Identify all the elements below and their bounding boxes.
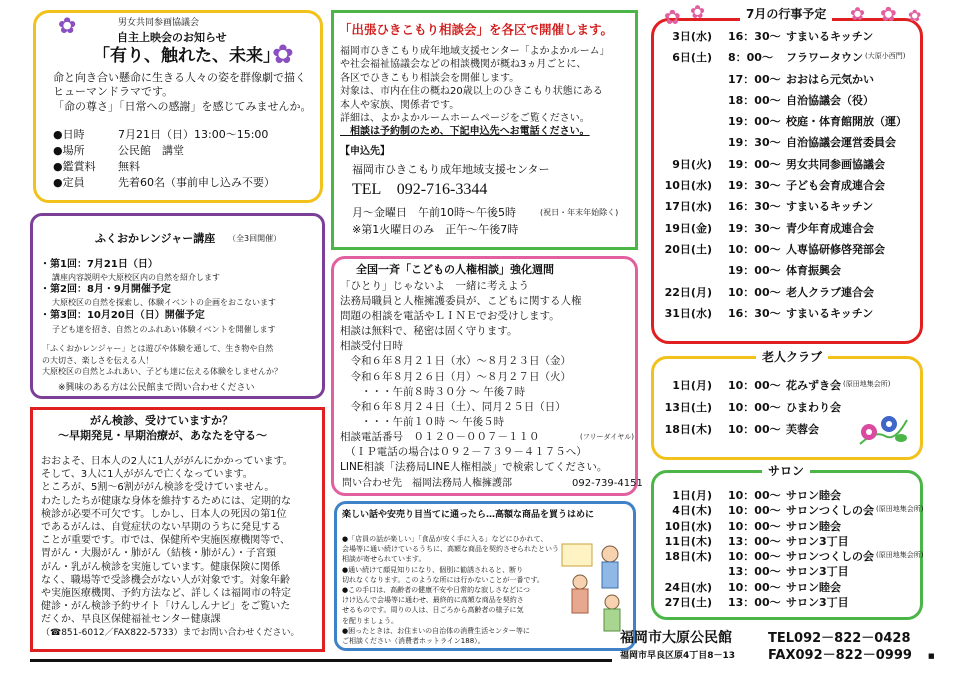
schedule-date: 18日(木) xyxy=(664,423,712,436)
schedule-row xyxy=(656,198,918,219)
schedule-time: 18：00～ xyxy=(728,93,781,107)
ranger-session: ・第1回：7月21日（日） xyxy=(40,259,158,270)
schedule-time: 10：00～ xyxy=(728,489,781,502)
schedule-row xyxy=(656,377,918,399)
schedule-event: 体育振興会 xyxy=(786,264,841,278)
hikikomori-tel: TEL 092-716-3344 xyxy=(352,181,488,198)
schedule-time: 10：00～ xyxy=(728,550,781,564)
schedule-date: 17日(水) xyxy=(664,200,712,214)
rights-line: （ＩＰ電話の場合は０９２－７３９－４１７５へ） xyxy=(340,446,587,459)
footer-tel: TEL092－822－0428 xyxy=(768,631,911,646)
schedule-date: 13日(土) xyxy=(664,401,712,414)
shopping-line: ●この手口は、高齢者の健康不安や日常的な寂しさなどにつ xyxy=(342,586,530,595)
schedule-row xyxy=(656,487,918,502)
film-detail-label: ●鑑賞料 xyxy=(53,160,96,173)
flower-icon: ✿ xyxy=(880,2,897,26)
flower-icon: ✿ xyxy=(908,6,922,25)
schedule-date: 22日(月) xyxy=(664,285,712,299)
schedule-time: 10：00～ xyxy=(728,504,781,518)
schedule-row xyxy=(656,594,918,609)
schedule-time: 10：00～ xyxy=(728,519,781,533)
film-desc: ヒューマンドラマです。 xyxy=(53,85,174,98)
rights-line: 法務局職員と人権擁護委員が、こどもに関する人権 xyxy=(340,295,582,308)
schedule-note: (原田地集会所) xyxy=(843,380,891,388)
rights-line: 相談は無料で、秘密は固く守ります。 xyxy=(340,325,518,338)
schedule-time: 19：00～ xyxy=(728,115,781,129)
flower-icon: ✿ xyxy=(664,5,681,29)
schedule-event: サロン3丁目 xyxy=(786,565,849,579)
shopping-line: けけ込んで会場等に通わせ、最終的に高額な商品を契約さ xyxy=(342,596,524,605)
hikikomori-line: 各区でひきこもり相談会を開催します。 xyxy=(340,72,520,84)
schedule-time: 10：00～ xyxy=(728,285,781,299)
schedule-row xyxy=(656,134,918,155)
hikikomori-apply-label: 【申込先】 xyxy=(340,146,390,157)
ranger-desc: 「ふくおかレンジャー」とは遊びや体験を通して、生き物や自然 xyxy=(42,344,274,353)
schedule-event: 花みずき会 xyxy=(786,379,841,392)
ranger-session: ・第2回：8月・9月開催予定 xyxy=(40,284,171,295)
schedule-date: 10日(水) xyxy=(664,519,712,533)
hikikomori-line: 福岡市ひきこもり成年地域支援センター「よかよかルーム」 xyxy=(340,46,610,57)
schedule-date: 1日(月) xyxy=(672,489,712,502)
schedule-note: (原田地集会所) xyxy=(876,551,924,560)
schedule-row xyxy=(656,548,924,564)
rights-dial-note: (フリーダイヤル) xyxy=(580,433,634,441)
cancer-subtitle: ～早期発見・早期治療が、あなたを守る～ xyxy=(58,429,267,442)
flower-icon: ✿ xyxy=(690,2,706,23)
schedule-row xyxy=(656,71,918,92)
footer-fax: FAX092－822－0999 xyxy=(768,648,912,663)
cancer-line: おおよそ、日本人の2人に1人ががんにかかっています。 xyxy=(41,456,293,467)
cancer-line: わたしたちが健康な身体を維持するためには、定期的な xyxy=(41,495,291,507)
film-detail-label: ●定員 xyxy=(53,176,85,189)
schedule-note: (原田地集会所) xyxy=(876,505,924,514)
schedule-event: サロンつくしの会 xyxy=(786,550,874,564)
rights-line: 相談受付日時 xyxy=(340,340,403,353)
schedule-time: 17：00～ xyxy=(728,72,781,86)
schedule-event: サロン3丁目 xyxy=(786,596,849,610)
shopping-line: 相談が寄せられています。 xyxy=(342,555,426,564)
schedule-date: 9日(火) xyxy=(672,157,712,171)
rights-line: 問題の相談を電話やＬＩＮＥでお受けします。 xyxy=(340,310,560,323)
schedule-event: 青少年育成連合会 xyxy=(786,221,874,235)
rights-line: 令和６年８月２１日（水）～８月２３日（金） xyxy=(340,355,571,368)
schedule-event: 自治協議会（役） xyxy=(786,93,874,107)
schedule-event: 自治協議会運営委員会 xyxy=(786,136,896,150)
schedule-time: 10：00～ xyxy=(728,401,781,414)
schedule-time: 8：00～ xyxy=(728,51,773,65)
film-subtitle: 自主上映会のお知らせ xyxy=(117,31,227,44)
film-detail-value: 公民館 講堂 xyxy=(118,144,184,157)
elderly-title: 老人クラブ xyxy=(756,350,828,365)
schedule-event: サロン3丁目 xyxy=(786,534,849,548)
schedule-event: すまいるキッチン xyxy=(786,30,874,43)
hikikomori-hours-note: (祝日・年末年始除く) xyxy=(540,208,619,217)
schedule-row xyxy=(656,156,918,177)
schedule-row xyxy=(656,563,918,578)
schedule-event: ひまわり会 xyxy=(786,401,841,414)
schedule-date: 31日(水) xyxy=(664,306,712,320)
schedule-event: すまいるキッチン xyxy=(786,200,874,214)
rights-line: 令和６年８月２６日（月）～８月２７日（火） xyxy=(340,370,571,383)
schedule-time: 19：00～ xyxy=(728,264,781,278)
ranger-desc: 大原校区の自然とふれあい、子ども達に伝える体験をしませんか？ xyxy=(42,367,282,376)
flower-icon: ✿ xyxy=(850,4,866,25)
shopping-body xyxy=(342,534,562,646)
ranger-session: ・第3回：10月20日（日）開催予定 xyxy=(40,310,205,321)
cancer-line: （☎851-6012／FAX822-5733）までお問い合わせください。 xyxy=(41,627,300,638)
footer-address: 福岡市早良区原4丁目8－13 xyxy=(620,651,736,661)
schedule-date: 27日(土) xyxy=(664,596,712,610)
cancer-line: や実施医療機関、予約方法など、詳しくは福岡市の特定 xyxy=(41,588,291,600)
rights-line: 令和６年８月２４日（土）、同月２５日（日） xyxy=(340,400,566,413)
schedule-row xyxy=(656,113,918,134)
events-list xyxy=(656,28,918,326)
hikikomori-body xyxy=(340,45,610,139)
rights-line: ・・・午前１０時 ～ 午後５時 xyxy=(340,415,505,428)
hikikomori-title: 「出張ひきこもり相談会」を各区で開催します。 xyxy=(339,22,614,37)
shopping-illustration xyxy=(560,540,632,635)
schedule-event: すまいるキッチン xyxy=(786,306,874,320)
cancer-line: そして、3人に1人ががんで亡くなっています。 xyxy=(41,469,253,481)
ranger-title-note: （全3回開催） xyxy=(228,234,282,243)
schedule-event: 老人クラブ連合会 xyxy=(786,285,874,299)
film-detail-label: ●場所 xyxy=(53,144,85,157)
schedule-date: 11日(木) xyxy=(664,534,712,548)
shopping-line: ご相談ください（消費者ホットライン188）。 xyxy=(342,637,485,646)
schedule-row xyxy=(656,502,924,518)
schedule-time: 10：00～ xyxy=(728,580,781,594)
schedule-event: サロン睦会 xyxy=(786,489,841,502)
schedule-row xyxy=(656,518,918,533)
schedule-row xyxy=(656,177,918,198)
film-title: 「有り、触れた、未来」 xyxy=(93,46,280,66)
cancer-body xyxy=(41,455,321,640)
hikikomori-line: 本人や家族、関係者です。 xyxy=(340,99,460,111)
film-org: 男女共同参画協議会 xyxy=(118,18,200,28)
schedule-event: フラワータウン xyxy=(786,51,863,65)
footer-name: 福岡市大原公民館 xyxy=(620,630,732,646)
schedule-time: 19：00～ xyxy=(728,157,781,171)
rights-line: LINE相談「法務局LINE人権相談」で検索してください。 xyxy=(340,461,608,474)
schedule-event: 子ども会育成連合会 xyxy=(786,179,885,193)
shopping-line: せるものです。周りの人は、日ごろから高齢者の様子に気 xyxy=(342,606,524,615)
rights-contact: 問い合わせ先 福岡法務局人権擁護部 xyxy=(342,478,512,489)
schedule-event: 人専協研修啓発部会 xyxy=(786,242,885,256)
ranger-note: ※興味のある方は公民館まで問い合わせください xyxy=(58,383,255,393)
shopping-line: ●困ったときは、お住まいの自治体の消費生活センター等に xyxy=(342,626,530,635)
schedule-event: サロン睦会 xyxy=(786,580,841,594)
schedule-date: 18日(木) xyxy=(664,550,712,564)
schedule-time: 13：00～ xyxy=(728,534,781,548)
rights-contact-tel: 092-739-4151 xyxy=(572,478,643,489)
schedule-date: 10日(水) xyxy=(664,179,712,193)
schedule-event: サロン睦会 xyxy=(786,519,841,533)
schedule-date: 24日(水) xyxy=(664,580,712,594)
hikikomori-closed: ※第1火曜日のみ 正午～午後7時 xyxy=(352,223,519,236)
schedule-event: 校庭・体育館開放（運） xyxy=(786,115,907,129)
schedule-time: 10：00～ xyxy=(728,379,781,392)
film-detail-value: 7月21日（日）13:00～15:00 xyxy=(118,128,269,141)
cancer-line: 胃がん・大腸がん・肺がん（結核・肺がん）・子宮頸 xyxy=(41,548,276,560)
film-desc: 命と向き合い懸命に生きる人々の姿を群像劇で描く xyxy=(53,71,306,84)
rights-line: 相談電話番号 ０１２０－００７－１１０ xyxy=(340,430,540,443)
shopping-line: ●「店員の話が楽しい」「食品が安く手に入る」などにひかれて、 xyxy=(342,535,548,543)
schedule-date: 6日(土) xyxy=(672,51,712,65)
schedule-row xyxy=(656,284,918,305)
shopping-line: 切れなくなります。このような所には行かないことが一番です。 xyxy=(342,575,544,584)
film-detail-label: ●日時 xyxy=(53,128,85,141)
schedule-row xyxy=(656,49,918,70)
film-desc: 「命の尊さ」「日常への感謝」を感じてみませんか。 xyxy=(53,100,312,113)
hikikomori-line: や社会福祉協議会などの相談機関が概ね3ヵ月ごとに、 xyxy=(340,59,587,71)
hikikomori-center: 福岡市ひきこもり成年地域支援センター xyxy=(352,163,550,176)
schedule-time: 16：30～ xyxy=(728,200,781,214)
schedule-event: 芙蓉会 xyxy=(786,423,819,436)
schedule-date: 3日(水) xyxy=(672,30,712,43)
ranger-title: ふくおかレンジャー講座 xyxy=(95,232,216,245)
schedule-time: 10：00～ xyxy=(728,242,781,256)
schedule-time: 19：30～ xyxy=(728,136,781,150)
schedule-date: 19日(金) xyxy=(664,221,712,235)
schedule-time: 16：30～ xyxy=(728,306,781,320)
schedule-event: サロンつくしの会 xyxy=(786,504,874,518)
cancer-line: であるがんは、自覚症状のない早期のうちに発見する xyxy=(41,522,281,534)
shopping-line: ●通い続けて顔見知りになり、個別に勧誘されると、断り xyxy=(342,565,524,574)
schedule-time: 13：00～ xyxy=(728,596,781,610)
film-detail-value: 無料 xyxy=(118,160,140,173)
schedule-time: 19：30～ xyxy=(728,221,781,235)
hikikomori-line: 詳細は、よかよかルームホームページをご覧ください。 xyxy=(340,113,590,125)
cancer-line: ことが重要です。市では、保健所や実施医療機関等で、 xyxy=(41,535,290,547)
footer-mark: ■ xyxy=(928,652,935,660)
hikikomori-line: 対象は、市内在住の概ね20歳以上のひきこもり状態にある xyxy=(340,86,603,98)
salon-list xyxy=(656,487,924,610)
rights-body xyxy=(340,279,607,475)
cancer-line: がん・乳がん検診を実施しています。健康保険に関係 xyxy=(41,561,281,573)
shopping-line: を配りましょう。 xyxy=(342,616,398,625)
rights-title: 全国一斉「こどもの人権相談」強化週間 xyxy=(356,263,554,276)
schedule-row xyxy=(656,220,918,241)
schedule-row xyxy=(656,28,918,49)
flower-icon: ✿ xyxy=(272,40,294,70)
cancer-line: 健診・がん検診予約サイト「けんしんナビ」をご覧いた xyxy=(41,601,291,613)
schedule-time: 10：00～ xyxy=(728,423,781,436)
rights-line: ・・・午前８時３０分 ～ 午後７時 xyxy=(340,385,526,398)
events-title: 7月の行事予定 xyxy=(740,7,832,22)
schedule-row xyxy=(656,533,918,548)
schedule-row xyxy=(656,579,918,594)
cancer-line: だくか、早良区保健福祉センター健康課 xyxy=(41,614,221,626)
schedule-date: 20日(土) xyxy=(664,242,712,256)
rights-line: 「ひとり」じゃないよ 一緒に考えよう xyxy=(340,280,529,292)
schedule-row xyxy=(656,241,918,262)
schedule-date: 4日(木) xyxy=(672,504,712,518)
schedule-row xyxy=(656,92,918,113)
schedule-event: おおはら元気かい xyxy=(786,72,874,86)
ranger-session-detail: 講座内容説明や大原校区内の自然を紹介します xyxy=(52,273,220,282)
footer-rule xyxy=(30,659,612,662)
schedule-note: (大原小西門) xyxy=(865,52,906,61)
schedule-time: 19：30～ xyxy=(728,179,781,193)
schedule-date: 1日(月) xyxy=(672,379,712,392)
schedule-row xyxy=(656,305,918,326)
film-detail-value: 先着60名（事前申し込み不要） xyxy=(118,176,275,189)
salon-title: サロン xyxy=(762,464,810,479)
cancer-line: 検診が必要不可欠です。しかし、日本人の死因の第1位 xyxy=(41,508,287,520)
ranger-session-detail: 子ども達を招き、自然とのふれあい体験イベントを開催します xyxy=(52,325,276,334)
hikikomori-hours: 月～金曜日 午前10時～午後5時 xyxy=(352,206,516,219)
morning-glory-icon xyxy=(855,410,910,448)
cancer-line: なく、職場等で受診機会がない人が対象です。対象年齢 xyxy=(41,574,290,586)
ranger-session-detail: 大原校区の自然を探索し、体験イベントの企画をおこないます xyxy=(52,298,276,307)
schedule-time: 16：30～ xyxy=(728,30,781,43)
schedule-time: 13：00～ xyxy=(728,565,781,579)
shopping-line: 会場等に通い続けているうちに、高額な商品を契約させられたという xyxy=(342,545,559,554)
flower-icon: ✿ xyxy=(58,14,77,39)
shopping-title: 楽しい話や安売り目当てに通ったら…高額な商品を買うはめに xyxy=(342,510,595,520)
schedule-event: 男女共同参画協議会 xyxy=(786,157,885,171)
hikikomori-line: 相談は予約制のため、下記申込先へお電話ください。 xyxy=(340,126,590,138)
cancer-title: がん検診、受けていますか？ xyxy=(90,414,233,427)
ranger-desc: の大切さ、楽しさを伝える人！ xyxy=(42,356,154,365)
cancer-line: ところが、5割～6割ががん検診を受けていません。 xyxy=(41,482,275,494)
schedule-row xyxy=(656,262,918,283)
